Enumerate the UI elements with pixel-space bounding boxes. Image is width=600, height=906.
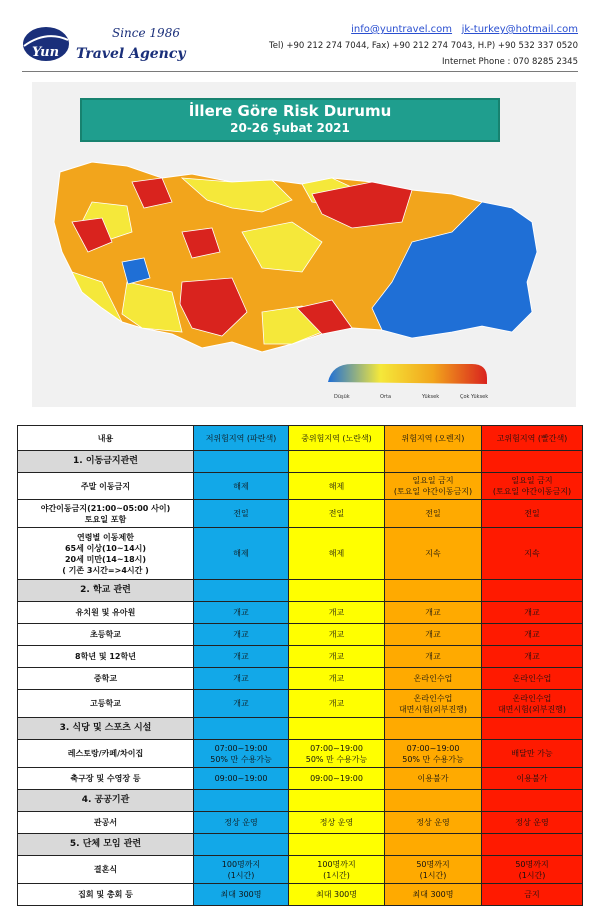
legend-high: Yüksek: [422, 394, 440, 400]
row-label: 유치원 및 유아원: [18, 602, 194, 624]
row-label: 중학교: [18, 668, 194, 690]
cell-medium: 07:00~19:00 50% 만 수용가능: [289, 740, 385, 768]
cell-low: 100명까지 (1시간): [194, 856, 289, 884]
header-very-high-risk: 고위험지역 (빨간색): [482, 426, 583, 451]
cell-medium: 해제: [289, 473, 385, 500]
section-row: [18, 718, 583, 740]
cell-medium: 개교: [289, 602, 385, 624]
row-label: 초등학교: [18, 624, 194, 646]
table-row: [18, 646, 583, 668]
yun-logo: [22, 26, 70, 62]
cell-high: 지속: [385, 528, 482, 580]
cell-low: 개교: [194, 690, 289, 718]
table-row: [18, 768, 583, 790]
cell-medium: 09:00~19:00: [289, 768, 385, 790]
table-row: [18, 624, 583, 646]
table-row: [18, 500, 583, 528]
since-text: Since 1986: [112, 26, 180, 40]
header-medium-risk: 중위험지역 (노란색): [289, 426, 385, 451]
cell-very-high: 개교: [482, 624, 583, 646]
row-label: 고등학교: [18, 690, 194, 718]
cell-low: 정상 운영: [194, 812, 289, 834]
cell-very-high: 정상 운영: [482, 812, 583, 834]
legend-medium: Orta: [380, 394, 392, 400]
cell-high: 개교: [385, 624, 482, 646]
cell-medium: 개교: [289, 624, 385, 646]
cell-very-high: 금지: [482, 884, 583, 906]
row-label: 주말 이동금지: [18, 473, 194, 500]
row-label: 8학년 및 12학년: [18, 646, 194, 668]
cell-high: 온라인수업: [385, 668, 482, 690]
section-row: [18, 451, 583, 473]
row-label: 결혼식: [18, 856, 194, 884]
risk-map: [32, 82, 576, 407]
cell-very-high: 배달만 가능: [482, 740, 583, 768]
cell-very-high: 개교: [482, 602, 583, 624]
cell-very-high: 일요일 금지 (토요일 야간이동금지): [482, 473, 583, 500]
cell-low: 개교: [194, 624, 289, 646]
cell-medium: 개교: [289, 690, 385, 718]
table-row: [18, 690, 583, 718]
legend-very-high: Çok Yüksek: [460, 394, 489, 400]
agency-name: Travel Agency: [76, 46, 186, 62]
cell-low: 해제: [194, 528, 289, 580]
section-title: 3. 식당 및 스포츠 시설: [18, 718, 194, 740]
row-label: 연령별 이동제한 65세 이상(10~14시) 20세 미만(14~18시) ( 기존 3시간=>4시간 ): [18, 528, 194, 580]
table-row: [18, 856, 583, 884]
section-title: 2. 학교 관련: [18, 580, 194, 602]
table-row: [18, 602, 583, 624]
cell-medium: 해제: [289, 528, 385, 580]
section-row: [18, 790, 583, 812]
section-row: [18, 580, 583, 602]
cell-high: 50명까지 (1시간): [385, 856, 482, 884]
cell-high: 07:00~19:00 50% 만 수용가능: [385, 740, 482, 768]
cell-low: 개교: [194, 602, 289, 624]
row-label: 야간이동금지(21:00~05:00 사이) 토요일 포함: [18, 500, 194, 528]
header-divider: [22, 71, 578, 72]
section-title: 1. 이동금지관련: [18, 451, 194, 473]
email-link-2[interactable]: jk-turkey@hotmail.com: [461, 24, 578, 35]
section-title: 4. 공공기관: [18, 790, 194, 812]
cell-medium: 최대 300명: [289, 884, 385, 906]
phone-numbers: Tel) +90 212 274 7044, Fax) +90 212 274 7043, H.P) +90 532 337 0520: [269, 41, 578, 51]
cell-very-high: 50명까지 (1시간): [482, 856, 583, 884]
cell-high: 이용불가: [385, 768, 482, 790]
row-label: 축구장 및 수영장 등: [18, 768, 194, 790]
cell-medium: 전일: [289, 500, 385, 528]
cell-high: 정상 운영: [385, 812, 482, 834]
header-low-risk: 저위험지역 (파란색): [194, 426, 289, 451]
section-title: 5. 단체 모임 관련: [18, 834, 194, 856]
cell-very-high: 온라인수업: [482, 668, 583, 690]
table-row: [18, 812, 583, 834]
cell-high: 온라인수업 대면시험(외부진행): [385, 690, 482, 718]
cell-low: 최대 300명: [194, 884, 289, 906]
risk-rules-table: [17, 425, 583, 906]
turkey-map-graphic: [32, 82, 576, 407]
section-row: [18, 834, 583, 856]
cell-high: 개교: [385, 602, 482, 624]
email-link-1[interactable]: info@yuntravel.com: [351, 24, 453, 35]
cell-high: 최대 300명: [385, 884, 482, 906]
cell-high: 개교: [385, 646, 482, 668]
legend-gradient-bar: [328, 364, 487, 384]
cell-medium: 100명까지 (1시간): [289, 856, 385, 884]
cell-very-high: 개교: [482, 646, 583, 668]
cell-high: 전일: [385, 500, 482, 528]
cell-very-high: 지속: [482, 528, 583, 580]
header-high-risk: 위험지역 (오렌지): [385, 426, 482, 451]
row-label: 레스토랑/카페/차이집: [18, 740, 194, 768]
table-header-row: [18, 426, 583, 451]
header-content: 내용: [18, 426, 194, 451]
cell-medium: 개교: [289, 668, 385, 690]
logo-text: Yun: [32, 45, 60, 60]
internet-phone: Internet Phone : 070 8285 2345: [442, 57, 578, 67]
page-header: [0, 0, 600, 72]
cell-very-high: 이용불가: [482, 768, 583, 790]
cell-very-high: 전일: [482, 500, 583, 528]
table-row: [18, 528, 583, 580]
map-title: İllere Göre Risk Durumu: [188, 102, 392, 120]
contact-info: [269, 22, 578, 70]
cell-low: 개교: [194, 668, 289, 690]
cell-low: 해제: [194, 473, 289, 500]
map-date: 20-26 Şubat 2021: [230, 121, 350, 135]
cell-low: 09:00~19:00: [194, 768, 289, 790]
cell-high: 일요일 금지 (토요일 야간이동금지): [385, 473, 482, 500]
legend-low: Düşük: [334, 394, 350, 400]
map-legend: [332, 394, 492, 402]
table-row: [18, 473, 583, 500]
table-row: [18, 740, 583, 768]
row-label: 집회 및 총회 등: [18, 884, 194, 906]
row-label: 관공서: [18, 812, 194, 834]
cell-very-high: 온라인수업 대면시험(외부진행): [482, 690, 583, 718]
table-row: [18, 884, 583, 906]
cell-low: 전일: [194, 500, 289, 528]
table-row: [18, 668, 583, 690]
cell-medium: 개교: [289, 646, 385, 668]
cell-low: 07:00~19:00 50% 만 수용가능: [194, 740, 289, 768]
cell-low: 개교: [194, 646, 289, 668]
cell-medium: 정상 운영: [289, 812, 385, 834]
